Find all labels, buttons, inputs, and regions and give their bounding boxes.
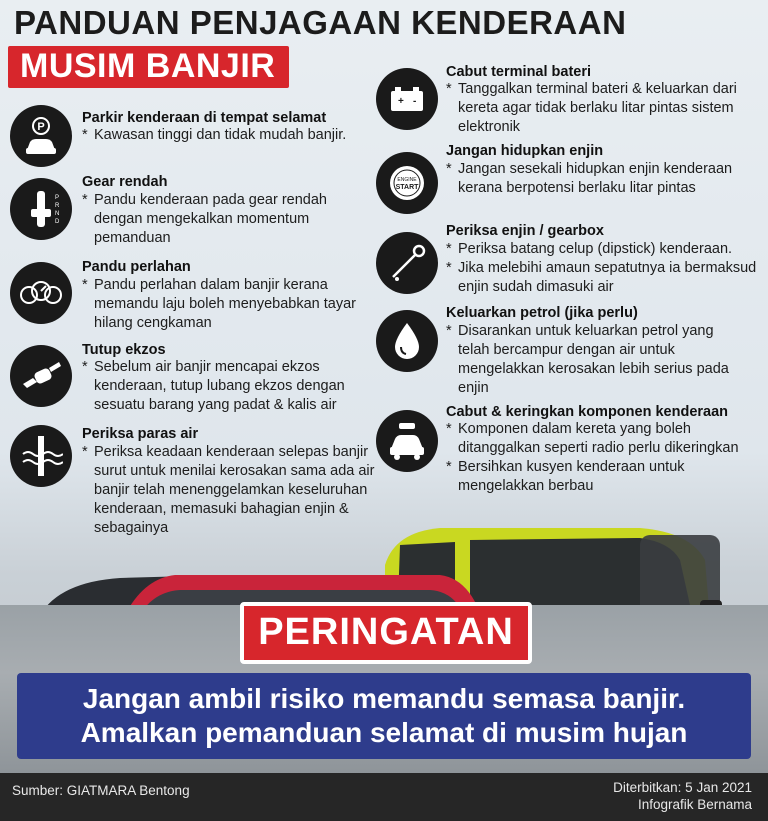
- svg-text:-: -: [413, 96, 417, 107]
- page-title: PANDUAN PENJAGAAN KENDERAAN: [14, 4, 627, 41]
- svg-text:R: R: [55, 203, 60, 209]
- svg-text:D: D: [55, 219, 60, 225]
- source-credit: Sumber: GIATMARA Bentong: [12, 783, 190, 798]
- tip-body: [446, 80, 746, 137]
- speedometer-icon: [10, 262, 72, 324]
- warning-line-2: Amalkan pemanduan selamat di musim hujan: [80, 717, 688, 748]
- publish-info: [613, 779, 752, 813]
- parking-icon: [10, 105, 72, 167]
- tip-point: * Komponen dalam kereta yang boleh ditanggalkan seperti radio perlu dikeringkan: [446, 420, 746, 458]
- tip-body: [82, 443, 380, 538]
- svg-text:N: N: [55, 211, 60, 217]
- svg-text:+: +: [398, 96, 404, 107]
- engine-start-text: ENGINE: [397, 177, 417, 183]
- infographic-credit: Infografik Bernama: [637, 797, 752, 812]
- tip-point: * Periksa keadaan kenderaan selepas banjir surut untuk menilai kerosakan sama ada air banjir telah menenggelamkan keseluruhan kenderaan, memasuki bahagian enjin & sebagainya: [82, 443, 380, 538]
- dipstick-icon: [376, 232, 438, 294]
- tip-body: [446, 160, 751, 198]
- tip-point: * Periksa batang celup (dipstick) kenderaan.: [446, 240, 758, 259]
- tip-body: [82, 191, 360, 248]
- tip-title: Pandu perlahan: [82, 259, 191, 275]
- tip-point: * Pandu perlahan dalam banjir kerana memandu laju boleh menyebabkan tayar hilang cengkaman: [82, 276, 362, 333]
- warning-banner: [17, 673, 751, 759]
- gear-shift-icon: [10, 178, 72, 240]
- tip-body: [446, 322, 746, 398]
- car-tools-icon: [376, 410, 438, 472]
- tip-title: Keluarkan petrol (jika perlu): [446, 305, 638, 321]
- publish-date: Diterbitkan: 5 Jan 2021: [613, 780, 752, 795]
- page-subtitle: MUSIM BANJIR: [8, 46, 289, 88]
- engine-start-text: START: [395, 184, 419, 191]
- tip-body: [446, 240, 758, 297]
- tip-title: Cabut terminal bateri: [446, 64, 592, 80]
- svg-text:P: P: [37, 121, 45, 133]
- footer: [0, 773, 768, 821]
- tip-point: * Disarankan untuk keluarkan petrol yang telah bercampur dengan air untuk mengelakkan kerosakan lebih serius pada enjin: [446, 322, 746, 398]
- tip-body: [82, 276, 362, 333]
- tip-title: Parkir kenderaan di tempat selamat: [82, 110, 327, 126]
- tip-point: * Sebelum air banjir mencapai ekzos kenderaan, tutup lubang ekzos dengan sesuatu barang yang padat & kalis air: [82, 358, 367, 415]
- fuel-drop-icon: [376, 310, 438, 372]
- svg-text:P: P: [55, 195, 60, 201]
- tip-title: Jangan hidupkan enjin: [446, 143, 604, 159]
- tip-title: Gear rendah: [82, 174, 168, 190]
- engine-start-icon: [376, 152, 438, 214]
- tip-body: [82, 358, 367, 415]
- tip-point: * Bersihkan kusyen kenderaan untuk mengelakkan berbau: [446, 458, 746, 496]
- tip-title: Tutup ekzos: [82, 342, 166, 358]
- tip-body: [82, 126, 352, 145]
- tip-point: * Jika melebihi amaun sepatutnya ia bermaksud enjin sudah dimasuki air: [446, 259, 758, 297]
- tip-point: * Kawasan tinggi dan tidak mudah banjir.: [82, 126, 352, 145]
- tip-point: * Tanggalkan terminal bateri & keluarkan dari kereta agar tidak berlaku litar pintas sistem elektronik: [446, 80, 746, 137]
- tip-title: Cabut & keringkan komponen kenderaan: [446, 404, 729, 420]
- tip-point: * Pandu kenderaan pada gear rendah dengan mengekalkan momentum pemanduan: [82, 191, 360, 248]
- tip-point: * Jangan sesekali hidupkan enjin kenderaan kerana berpotensi berlaku litar pintas: [446, 160, 751, 198]
- exhaust-icon: [10, 345, 72, 407]
- battery-icon: [376, 68, 438, 130]
- tip-title: Periksa paras air: [82, 426, 199, 442]
- tip-body: [446, 420, 746, 496]
- warning-label: PERINGATAN: [240, 602, 532, 664]
- water-level-icon: [10, 425, 72, 487]
- tip-title: Periksa enjin / gearbox: [446, 223, 604, 239]
- warning-line-1: Jangan ambil risiko memandu semasa banjir.: [82, 683, 686, 714]
